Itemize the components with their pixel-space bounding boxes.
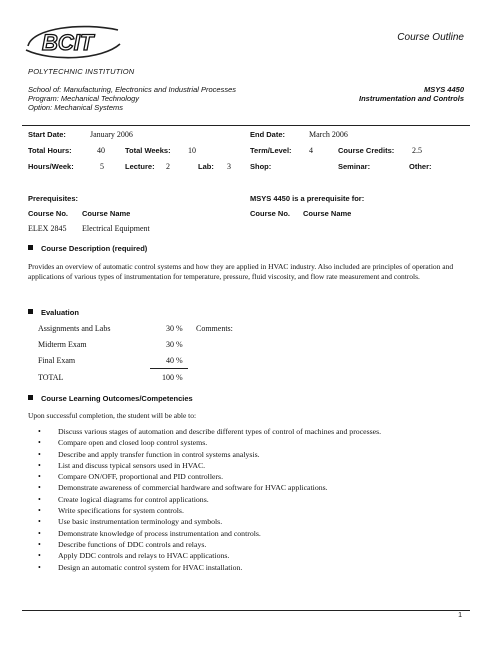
total-weeks-label: Total Weeks: xyxy=(125,146,171,155)
school-line: School of: Manufacturing, Electronics and Industrial Processes xyxy=(28,85,237,94)
course-code: MSYS 4450 xyxy=(423,85,464,94)
course-credits-label: Course Credits: xyxy=(338,146,395,155)
start-date-label: Start Date: xyxy=(28,130,66,139)
list-item: • Create logical diagrams for control applications. xyxy=(38,494,381,505)
list-item: • Demonstrate knowledge of process instrumentation and controls. xyxy=(38,528,381,539)
eval-row-name: Midterm Exam xyxy=(38,340,87,349)
list-item: • Design an automatic control system for HVAC installation. xyxy=(38,562,381,573)
institution-name: POLYTECHNIC INSTITUTION xyxy=(28,67,135,76)
list-item: • Demonstrate awareness of commercial hardware and software for HVAC applications. xyxy=(38,482,381,493)
course-title: Instrumentation and Controls xyxy=(359,94,464,103)
course-no-header: Course No. xyxy=(28,209,69,218)
list-item: • Use basic instrumentation terminology and symbols. xyxy=(38,516,381,527)
bullet-square-icon xyxy=(28,245,33,250)
lecture-value: 2 xyxy=(166,162,170,171)
eval-total-label: TOTAL xyxy=(38,373,64,382)
footer-divider xyxy=(22,610,470,611)
list-item: • Discuss various stages of automation and describe different types of control of machines and processes. xyxy=(38,426,381,437)
total-weeks-value: 10 xyxy=(188,146,196,155)
list-item: • Write specifications for system controls. xyxy=(38,505,381,516)
start-date-value: January 2006 xyxy=(90,130,133,139)
eval-total-value: 100 % xyxy=(162,373,183,382)
list-item: • Describe and apply transfer function in control systems analysis. xyxy=(38,449,381,460)
eval-comments-label: Comments: xyxy=(196,324,233,333)
course-no-header: Course No. xyxy=(250,209,291,218)
term-level-value: 4 xyxy=(309,146,313,155)
lecture-label: Lecture: xyxy=(125,162,155,171)
term-level-label: Term/Level: xyxy=(250,146,292,155)
course-name-header: Course Name xyxy=(82,209,131,218)
eval-row-value: 40 % xyxy=(166,356,183,365)
course-outline-label: Course Outline xyxy=(397,32,464,43)
course-name-header: Course Name xyxy=(303,209,352,218)
evaluation-heading xyxy=(28,308,79,317)
prereq-course-no: ELEX 2845 xyxy=(28,224,67,233)
end-date-label: End Date: xyxy=(250,130,286,139)
hours-week-value: 5 xyxy=(100,162,104,171)
option-line: Option: Mechanical Systems xyxy=(28,103,124,112)
program-info xyxy=(28,85,236,112)
list-item: • Apply DDC controls and relays to HVAC applications. xyxy=(38,550,381,561)
shop-label: Shop: xyxy=(250,162,272,171)
bullet-square-icon xyxy=(28,309,33,314)
outcomes-list xyxy=(38,426,381,573)
evaluation-title: Evaluation xyxy=(41,308,79,317)
eval-row-name: Final Exam xyxy=(38,356,76,365)
prerequisites-title: Prerequisites: xyxy=(28,194,79,203)
total-hours-label: Total Hours: xyxy=(28,146,72,155)
outcomes-title: Course Learning Outcomes/Competencies xyxy=(41,394,193,403)
total-rule xyxy=(150,368,188,369)
lab-label: Lab: xyxy=(198,162,214,171)
list-item: • Describe functions of DDC controls and relays. xyxy=(38,539,381,550)
outcomes-heading xyxy=(28,394,193,403)
description-text: Provides an overview of automatic control systems and how they are applied in HVAC industry. Also included are principles of operation and applications of various types of instrumentation for temperature, pressure, fluid viscosity, and flow rate measurement and controls. xyxy=(28,262,454,281)
bullet-square-icon xyxy=(28,395,33,400)
outcomes-intro: Upon successful completion, the student will be able to: xyxy=(28,411,197,420)
list-item: • Compare ON/OFF, proportional and PID controllers. xyxy=(38,471,381,482)
list-item: • Compare open and closed loop control systems. xyxy=(38,437,381,448)
description-title: Course Description (required) xyxy=(41,244,148,253)
other-label: Other: xyxy=(409,162,432,171)
svg-text:BCIT: BCIT xyxy=(42,30,94,55)
eval-row-value: 30 % xyxy=(166,340,183,349)
lab-value: 3 xyxy=(227,162,231,171)
seminar-label: Seminar: xyxy=(338,162,371,171)
end-date-value: March 2006 xyxy=(309,130,348,139)
list-item: • List and discuss typical sensors used in HVAC. xyxy=(38,460,381,471)
bcit-logo xyxy=(22,20,122,64)
program-line: Program: Mechanical Technology xyxy=(28,94,140,103)
eval-row-name: Assignments and Labs xyxy=(38,324,111,333)
page-number: 1 xyxy=(458,612,462,619)
eval-row-value: 30 % xyxy=(166,324,183,333)
prereq-course-name: Electrical Equipment xyxy=(82,224,150,233)
course-id-block xyxy=(359,85,464,103)
divider xyxy=(22,125,470,126)
total-hours-value: 40 xyxy=(97,146,105,155)
hours-week-label: Hours/Week: xyxy=(28,162,74,171)
course-credits-value: 2.5 xyxy=(412,146,422,155)
prerequisite-for-title: MSYS 4450 is a prerequisite for: xyxy=(250,194,365,203)
description-heading xyxy=(28,244,147,253)
